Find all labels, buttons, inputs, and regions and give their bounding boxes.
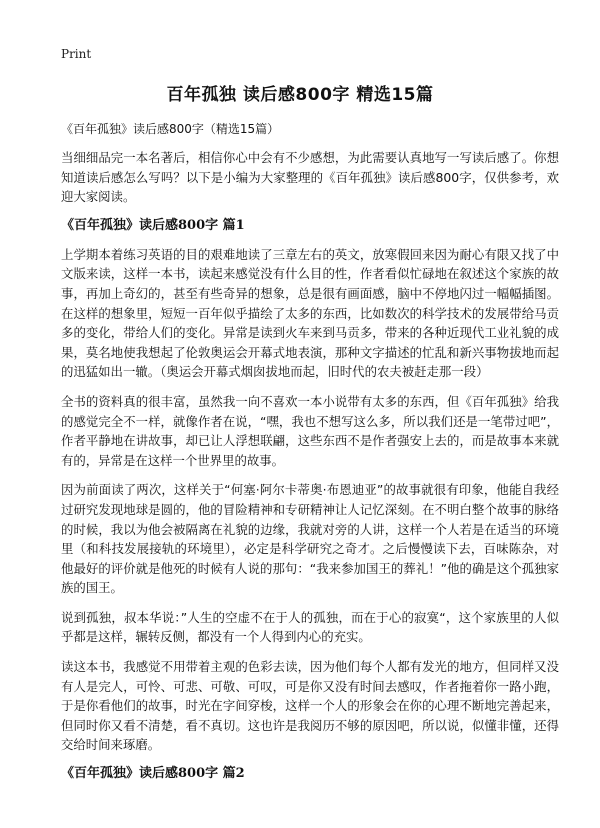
article-body (61, 120, 559, 793)
paragraph: 全书的资料真的很丰富，虽然我一向不喜欢一本小说带有太多的东西，但《百年孤独》给我的感觉完全不一样，就像作者在说，“嘿，我也不想写这么多，所以我们还是一笔带过吧”，作者平静地在讲故事，却已让人浮想联翩，这些东西不是作者强安上去的，而是故事本来就有的，异常是在这样一个世界里的故事。 (61, 393, 559, 468)
paragraph: 上学期本着练习英语的目的艰难地读了三章左右的英文，放寒假回来因为耐心有限又找了中文版来读，这样一本书，读起来感觉没有什么目的性，作者看似忙碌地在叙述这个家族的故事，再加上奇幻的，甚至有些奇异的想象，总是很有画面感，脑中不停地闪过一幅幅插图。在这样的想象里，短短一百年似乎描绘了太多的东西，比如数次的科学技术的发展带给马贡多的变化，带给人们的变化。异常是读到火车来到马贡多，带来的各种近现代工业礼貌的成果，莫名地使我想起了伦敦奥运会开幕式地表演，那种文字描述的忙乱和新兴事物拔地而起的迅猛如出一辙。（奥运会开幕式烟囱拔地而起，旧时代的农夫被赶走那一段） (61, 246, 559, 380)
print-link[interactable]: Print (61, 47, 92, 61)
section-heading-2: 《百年孤独》读后感800字 篇2 (61, 766, 245, 782)
paragraph: 说到孤独，叔本华说：”人生的空虚不在于人的孤独，而在于心的寂寞“，这个家族里的人似乎都是这样，辗转反侧，都没有一个人得到内心的充实。 (61, 609, 559, 645)
intro-paragraph: 当细细品完一本名著后，相信你心中会有不少感想，为此需要认真地写一写读后感了。你想知道读后感怎么写吗？以下是小编为大家整理的《百年孤独》读后感800字，仅供参考，欢迎大家阅读。 (61, 150, 559, 205)
article-subtitle: 《百年孤独》读后感800字（精选15篇） (61, 122, 280, 136)
paragraph: 因为前面读了两次，这样关于“何塞·阿尔卡蒂奥·布恩迪亚”的故事就很有印象，他能自我经过研究发现地球是圆的，他的冒险精神和专研精神让人记忆深刻。在不明白整个故事的脉络的时候，我以为他会被隔离在礼貌的边缘，我就对旁的人讲，这样一个人若是在适当的环境里（和科技发展接轨的环境里），必定是科学研究之奇才。之后慢慢读下去，百味陈杂，对他最好的评价就是他死的时候有人说的那句：“我来参加国王的葬礼！”他的确是这个孤独家族的国王。 (61, 482, 559, 596)
page-title: 百年孤独 读后感800字 精选15篇 (166, 85, 434, 105)
section-heading-1: 《百年孤独》读后感800字 篇1 (61, 217, 245, 233)
paragraph: 读这本书，我感觉不用带着主观的色彩去读，因为他们每个人都有发光的地方，但同样又没有人是完人，可怜、可悲、可敬、可叹，可是你又没有时间去感叹，作者拖着你一路小跑，于是你看他们的故事，时光在字间穿梭，这样一个人的形象会在你的心理不断地完善起来，但同时你又看不清楚，看不真切。这也许是我阅历不够的原因吧，所以说，似懂非懂，还得交给时间来琢磨。 (61, 659, 559, 753)
